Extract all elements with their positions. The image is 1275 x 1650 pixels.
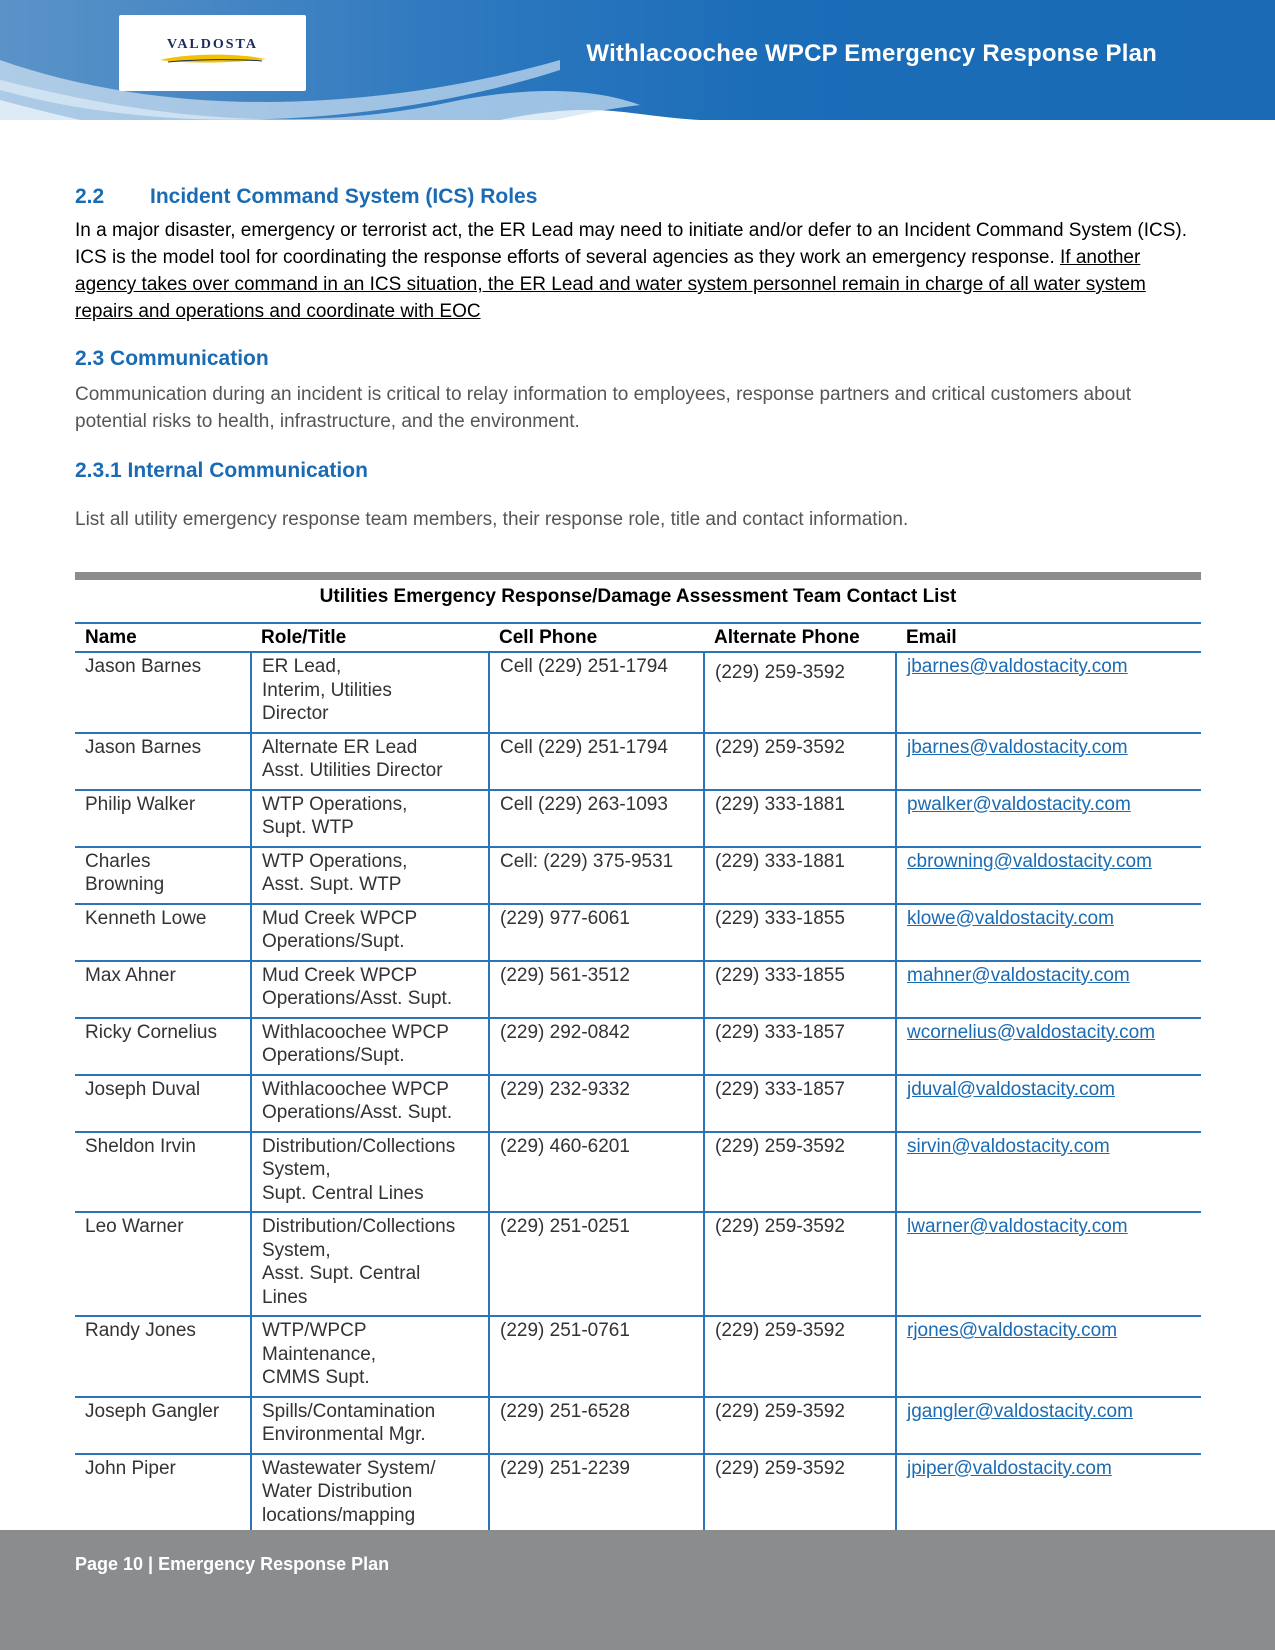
section-heading-2-2 [75,185,1200,209]
cell-alternate-phone: (229) 259-3592 [704,733,896,790]
table-row [75,1316,1201,1397]
cell-alternate-phone: (229) 333-1857 [704,1075,896,1132]
cell-phone: (229) 251-6528 [489,1397,704,1454]
cell-phone: (229) 561-3512 [489,961,704,1018]
ics-paragraph [75,217,1200,325]
cell-role: WTP Operations, Asst. Supt. WTP [251,847,489,904]
cell-name: Sheldon Irvin [75,1132,251,1213]
cell-alternate-phone: (229) 333-1881 [704,847,896,904]
cell-email[interactable]: mahner@valdostacity.com [896,961,1201,1018]
cell-alternate-phone: (229) 333-1857 [704,1018,896,1075]
logo-swoosh-icon [158,51,268,65]
cell-email[interactable]: jduval@valdostacity.com [896,1075,1201,1132]
table-row [75,904,1201,961]
cell-alternate-phone: (229) 259-3592 [704,1212,896,1316]
cell-email[interactable]: klowe@valdostacity.com [896,904,1201,961]
cell-phone: (229) 251-0251 [489,1212,704,1316]
cell-email[interactable]: pwalker@valdostacity.com [896,790,1201,847]
column-header-email: Email [896,624,1201,652]
table-row [75,961,1201,1018]
cell-alternate-phone: (229) 333-1855 [704,961,896,1018]
cell-alternate-phone: (229) 259-3592 [704,1397,896,1454]
column-header-name: Name [75,624,251,652]
table-top-rule [75,572,1201,580]
cell-email[interactable]: lwarner@valdostacity.com [896,1212,1201,1316]
section-heading-2-3: 2.3 Communication [75,347,269,370]
communication-paragraph: Communication during an incident is critical to relay information to employees, response partners and critical customers about potential risks to health, infrastructure, and the environment. [75,384,1132,432]
city-logo [119,15,306,91]
table-row [75,847,1201,904]
cell-alternate-phone: (229) 333-1881 [704,790,896,847]
cell-email[interactable]: jpiper@valdostacity.com [896,1454,1201,1558]
cell-phone: Cell: (229) 375-9531 [489,847,704,904]
document-title: Withlacoochee WPCP Emergency Response Plan [586,40,1157,67]
column-header-cell-phone: Cell Phone [489,624,704,652]
table-row [75,1132,1201,1213]
cell-email[interactable]: cbrowning@valdostacity.com [896,847,1201,904]
contact-table [75,624,1201,1559]
cell-phone: (229) 251-0761 [489,1316,704,1397]
page-header [0,0,1275,120]
cell-email[interactable]: jbarnes@valdostacity.com [896,733,1201,790]
cell-email[interactable]: wcornelius@valdostacity.com [896,1018,1201,1075]
cell-name: Joseph Duval [75,1075,251,1132]
cell-role: Withlacoochee WPCP Operations/Asst. Supt. [251,1075,489,1132]
table-row [75,790,1201,847]
cell-alternate-phone: (229) 259-3592 [704,1132,896,1213]
table-row [75,1075,1201,1132]
cell-name: John Piper [75,1454,251,1558]
logo-text: VALDOSTA [167,37,258,52]
cell-role: Mud Creek WPCP Operations/Supt. [251,904,489,961]
cell-alternate-phone: (229) 259-3592 [704,652,896,733]
cell-alternate-phone: (229) 333-1855 [704,904,896,961]
cell-phone: (229) 292-0842 [489,1018,704,1075]
cell-phone: (229) 460-6201 [489,1132,704,1213]
cell-phone: Cell (229) 263-1093 [489,790,704,847]
section-title: Incident Command System (ICS) Roles [150,185,538,208]
page-footer [0,1530,1275,1650]
cell-phone: (229) 977-6061 [489,904,704,961]
cell-role: Alternate ER Lead Asst. Utilities Director [251,733,489,790]
column-header-alternate-phone: Alternate Phone [704,624,896,652]
cell-name: Charles Browning [75,847,251,904]
cell-phone: Cell (229) 251-1794 [489,733,704,790]
cell-phone: (229) 232-9332 [489,1075,704,1132]
cell-name: Philip Walker [75,790,251,847]
footer-text: Page 10 | Emergency Response Plan [75,1554,390,1574]
table-caption: Utilities Emergency Response/Damage Assessment Team Contact List [75,580,1201,624]
cell-phone: Cell (229) 251-1794 [489,652,704,733]
table-row [75,733,1201,790]
cell-role: Distribution/Collections System, Asst. Supt. Central Lines [251,1212,489,1316]
section-number: 2.2 [75,185,105,208]
cell-email[interactable]: jbarnes@valdostacity.com [896,652,1201,733]
table-row [75,1212,1201,1316]
table-row [75,652,1201,733]
section-heading-2-3-1: 2.3.1 Internal Communication [75,459,368,482]
cell-name: Max Ahner [75,961,251,1018]
ics-paragraph-text: In a major disaster, emergency or terrorist act, the ER Lead may need to initiate and/or defer to an Incident Command System (ICS). ICS is the model tool for coordinating the response efforts of several agencies as they work an emergency response. [75,220,1188,268]
cell-name: Kenneth Lowe [75,904,251,961]
cell-alternate-phone: (229) 259-3592 [704,1316,896,1397]
cell-name: Jason Barnes [75,652,251,733]
cell-role: Mud Creek WPCP Operations/Asst. Supt. [251,961,489,1018]
table-body [75,652,1201,1558]
table-row [75,1397,1201,1454]
cell-role: Distribution/Collections System, Supt. Central Lines [251,1132,489,1213]
contact-table-container [75,572,1201,1559]
cell-email[interactable]: rjones@valdostacity.com [896,1316,1201,1397]
cell-name: Randy Jones [75,1316,251,1397]
cell-email[interactable]: sirvin@valdostacity.com [896,1132,1201,1213]
cell-phone: (229) 251-2239 [489,1454,704,1558]
cell-role: WTP Operations, Supt. WTP [251,790,489,847]
ics-paragraph-underlined: If another agency takes over command in an ICS situation, the ER Lead and water system personnel remain in charge of all water system repairs and operations and coordinate with EOC [75,247,1146,322]
cell-role: Withlacoochee WPCP Operations/Supt. [251,1018,489,1075]
cell-name: Leo Warner [75,1212,251,1316]
cell-alternate-phone: (229) 259-3592 [704,1454,896,1558]
main-content [75,185,1200,531]
cell-role: WTP/WPCP Maintenance, CMMS Supt. [251,1316,489,1397]
internal-communication-paragraph: List all utility emergency response team members, their response role, title and contact information. [75,509,909,530]
cell-name: Ricky Cornelius [75,1018,251,1075]
cell-role: ER Lead, Interim, Utilities Director [251,652,489,733]
cell-name: Jason Barnes [75,733,251,790]
cell-email[interactable]: jgangler@valdostacity.com [896,1397,1201,1454]
table-row [75,1018,1201,1075]
table-header-row [75,624,1201,652]
cell-role: Spills/Contamination Environmental Mgr. [251,1397,489,1454]
cell-name: Joseph Gangler [75,1397,251,1454]
cell-role: Wastewater System/ Water Distribution locations/mapping [251,1454,489,1558]
column-header-role: Role/Title [251,624,489,652]
